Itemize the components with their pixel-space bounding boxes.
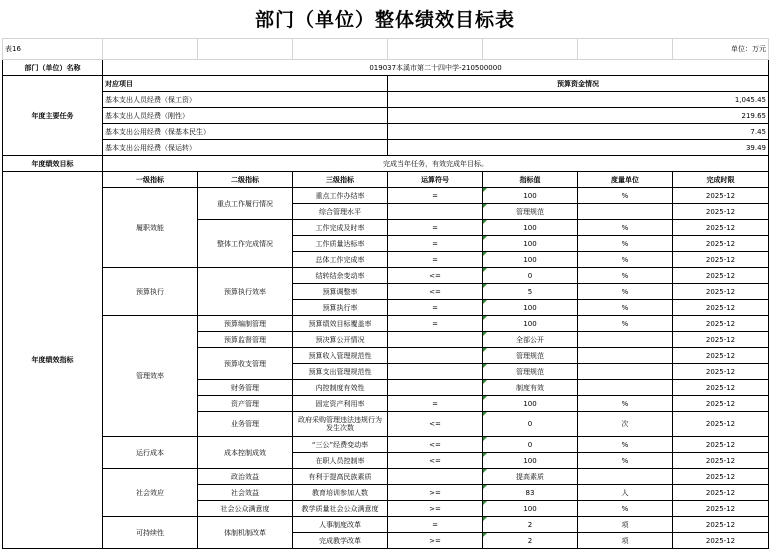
operator-cell: = [388, 220, 483, 236]
header-operator: 运算符号 [388, 172, 483, 188]
operator-cell: >= [388, 501, 483, 517]
header-value: 指标值 [483, 172, 578, 188]
value-cell: 提高素质 [483, 469, 578, 485]
value-cell: 100 [483, 252, 578, 268]
deadline-cell: 2025-12 [673, 517, 769, 533]
task-name: 基本支出人员经费（保工资） [103, 92, 388, 108]
unit-cell: % [578, 236, 673, 252]
level2-cell: 社会效益 [198, 485, 293, 501]
deadline-cell: 2025-12 [673, 204, 769, 220]
unit-cell: % [578, 453, 673, 469]
level2-cell: 预算编制管理 [198, 316, 293, 332]
value-cell: 全部公开 [483, 332, 578, 348]
header-level2: 二级指标 [198, 172, 293, 188]
level3-cell: 预算调整率 [293, 284, 388, 300]
value-cell: 83 [483, 485, 578, 501]
task-amount: 39.49 [388, 140, 769, 156]
unit-cell: 人 [578, 485, 673, 501]
level3-cell: 工作质量达标率 [293, 236, 388, 252]
level3-cell: 完成教学改革 [293, 533, 388, 549]
unit-cell [578, 380, 673, 396]
level2-cell: 政治效益 [198, 469, 293, 485]
value-cell: 0 [483, 437, 578, 453]
deadline-cell: 2025-12 [673, 332, 769, 348]
value-cell: 100 [483, 396, 578, 412]
operator-cell: >= [388, 485, 483, 501]
unit-cell [578, 332, 673, 348]
indicator-section-label: 年度绩效指标 [3, 172, 103, 549]
unit-cell: % [578, 300, 673, 316]
operator-cell: <= [388, 412, 483, 437]
level3-cell: 教育培训参加人数 [293, 485, 388, 501]
operator-cell: <= [388, 437, 483, 453]
unit-cell: 项 [578, 533, 673, 549]
header-unit: 度量单位 [578, 172, 673, 188]
level3-cell: 工作完成及时率 [293, 220, 388, 236]
value-cell: 100 [483, 453, 578, 469]
level1-cell: 管理效率 [103, 316, 198, 437]
goal-label: 年度绩效目标 [3, 156, 103, 172]
performance-table [2, 38, 769, 549]
deadline-cell: 2025-12 [673, 236, 769, 252]
level2-cell: 业务管理 [198, 412, 293, 437]
level3-cell: 教学质量社会公众满意度 [293, 501, 388, 517]
level3-cell: 有利于提高民族素质 [293, 469, 388, 485]
task-amount: 1,045.45 [388, 92, 769, 108]
task-section-label: 年度主要任务 [3, 76, 103, 156]
header-deadline: 完成时限 [673, 172, 769, 188]
operator-cell: = [388, 252, 483, 268]
unit-cell: % [578, 188, 673, 204]
level3-cell: 人事制度改革 [293, 517, 388, 533]
value-cell: 2 [483, 533, 578, 549]
operator-cell: = [388, 316, 483, 332]
value-cell: 制度有效 [483, 380, 578, 396]
level3-cell: 综合管理水平 [293, 204, 388, 220]
value-cell: 0 [483, 412, 578, 437]
value-cell: 管理规范 [483, 364, 578, 380]
operator-cell: <= [388, 284, 483, 300]
value-cell: 100 [483, 316, 578, 332]
value-cell: 管理规范 [483, 204, 578, 220]
level2-cell: 预算监督管理 [198, 332, 293, 348]
deadline-cell: 2025-12 [673, 396, 769, 412]
deadline-cell: 2025-12 [673, 437, 769, 453]
level3-cell: 固定资产利用率 [293, 396, 388, 412]
unit-cell: % [578, 396, 673, 412]
unit-cell: % [578, 284, 673, 300]
level2-cell: 整体工作完成情况 [198, 220, 293, 268]
deadline-cell: 2025-12 [673, 533, 769, 549]
level2-cell: 资产管理 [198, 396, 293, 412]
level2-cell: 成本控制成效 [198, 437, 293, 469]
unit-cell [578, 469, 673, 485]
operator-cell: = [388, 188, 483, 204]
level3-cell: 政府采购管理违法违规行为发生次数 [293, 412, 388, 437]
deadline-cell: 2025-12 [673, 300, 769, 316]
value-cell: 100 [483, 300, 578, 316]
header-level1: 一级指标 [103, 172, 198, 188]
deadline-cell: 2025-12 [673, 188, 769, 204]
level2-cell: 社会公众满意度 [198, 501, 293, 517]
deadline-cell: 2025-12 [673, 316, 769, 332]
level3-cell: 重点工作办结率 [293, 188, 388, 204]
deadline-cell: 2025-12 [673, 284, 769, 300]
task-name: 基本支出公用经费（保运转） [103, 140, 388, 156]
task-header-item: 对应项目 [103, 76, 388, 92]
unit-cell: % [578, 220, 673, 236]
deadline-cell: 2025-12 [673, 268, 769, 284]
level2-cell: 预算收支管理 [198, 348, 293, 380]
deadline-cell: 2025-12 [673, 501, 769, 517]
value-cell: 0 [483, 268, 578, 284]
operator-cell [388, 332, 483, 348]
task-amount: 7.45 [388, 124, 769, 140]
table-number: 表16 [3, 39, 103, 60]
unit-cell: % [578, 501, 673, 517]
unit-cell: % [578, 316, 673, 332]
deadline-cell: 2025-12 [673, 380, 769, 396]
value-cell: 100 [483, 220, 578, 236]
unit-cell: % [578, 252, 673, 268]
level3-cell: 预算绩效目标覆盖率 [293, 316, 388, 332]
level1-cell: 社会效应 [103, 469, 198, 517]
dept-label: 部门（单位）名称 [3, 60, 103, 76]
operator-cell: = [388, 236, 483, 252]
operator-cell [388, 348, 483, 364]
level3-cell: 预算执行率 [293, 300, 388, 316]
task-name: 基本支出人员经费（刚性） [103, 108, 388, 124]
task-header-budget: 预算资金情况 [388, 76, 769, 92]
unit-cell: % [578, 268, 673, 284]
operator-cell [388, 380, 483, 396]
level3-cell: 结转结余变动率 [293, 268, 388, 284]
level3-cell: 在职人员控制率 [293, 453, 388, 469]
level1-cell: 运行成本 [103, 437, 198, 469]
level3-cell: 内控制度有效性 [293, 380, 388, 396]
operator-cell [388, 364, 483, 380]
goal-text: 完成当年任务，有效完成年目标。 [103, 156, 769, 172]
level1-cell: 可持续性 [103, 517, 198, 549]
unit-cell [578, 204, 673, 220]
operator-cell: = [388, 517, 483, 533]
level3-cell: “三公”经费变动率 [293, 437, 388, 453]
unit-note: 单位：万元 [673, 39, 769, 60]
level3-cell: 预算收入管理规范性 [293, 348, 388, 364]
operator-cell [388, 204, 483, 220]
value-cell: 5 [483, 284, 578, 300]
deadline-cell: 2025-12 [673, 485, 769, 501]
dept-value: 019037本溪市第二十四中学-210500000 [103, 60, 769, 76]
operator-cell [388, 469, 483, 485]
level2-cell: 体制机制改革 [198, 517, 293, 549]
deadline-cell: 2025-12 [673, 348, 769, 364]
deadline-cell: 2025-12 [673, 220, 769, 236]
task-name: 基本支出公用经费（保基本民生） [103, 124, 388, 140]
level2-cell: 重点工作履行情况 [198, 188, 293, 220]
value-cell: 管理规范 [483, 348, 578, 364]
level3-cell: 预算支出管理规范性 [293, 364, 388, 380]
level3-cell: 总体工作完成率 [293, 252, 388, 268]
deadline-cell: 2025-12 [673, 469, 769, 485]
operator-cell: <= [388, 453, 483, 469]
operator-cell: <= [388, 268, 483, 284]
deadline-cell: 2025-12 [673, 453, 769, 469]
header-level3: 三级指标 [293, 172, 388, 188]
level2-cell: 预算执行效率 [198, 268, 293, 316]
value-cell: 2 [483, 517, 578, 533]
level1-cell: 履职效能 [103, 188, 198, 268]
page-title: 部门（单位）整体绩效目标表 [254, 9, 515, 31]
level3-cell: 预决算公开情况 [293, 332, 388, 348]
task-amount: 219.65 [388, 108, 769, 124]
operator-cell: = [388, 300, 483, 316]
value-cell: 100 [483, 188, 578, 204]
unit-cell: 次 [578, 412, 673, 437]
operator-cell: = [388, 396, 483, 412]
deadline-cell: 2025-12 [673, 364, 769, 380]
operator-cell: >= [388, 533, 483, 549]
unit-cell: % [578, 437, 673, 453]
unit-cell [578, 348, 673, 364]
value-cell: 100 [483, 236, 578, 252]
level2-cell: 财务管理 [198, 380, 293, 396]
unit-cell [578, 364, 673, 380]
deadline-cell: 2025-12 [673, 412, 769, 437]
value-cell: 100 [483, 501, 578, 517]
deadline-cell: 2025-12 [673, 252, 769, 268]
unit-cell: 项 [578, 517, 673, 533]
level1-cell: 预算执行 [103, 268, 198, 316]
